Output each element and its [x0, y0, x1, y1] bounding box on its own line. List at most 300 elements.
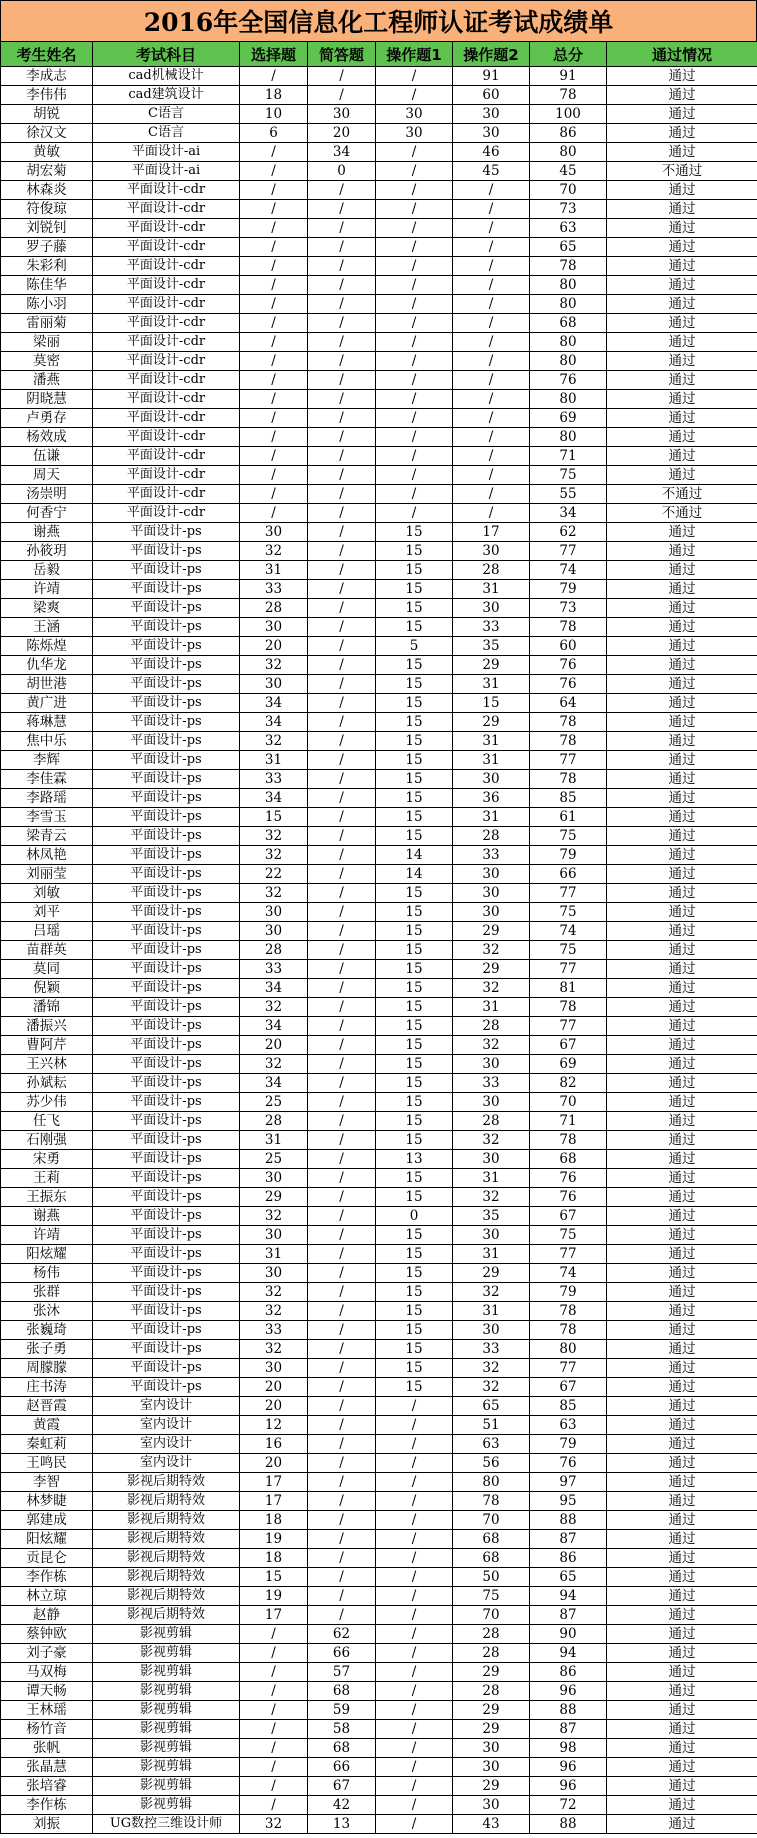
cell-total: 81 [530, 979, 607, 998]
cell-choice: 20 [240, 637, 308, 656]
cell-subject: 影视后期特效 [93, 1549, 240, 1568]
table-row [1, 1606, 757, 1625]
cell-short-answer: / [308, 447, 376, 466]
cell-total: 85 [530, 789, 607, 808]
cell-subject: 平面设计-ps [93, 618, 240, 637]
cell-practical-1: 15 [376, 1188, 453, 1207]
cell-choice: / [240, 257, 308, 276]
table-row [1, 675, 757, 694]
cell-short-answer: / [308, 1169, 376, 1188]
cell-pass-status: 通过 [607, 447, 757, 466]
cell-practical-2: / [453, 276, 530, 295]
cell-name: 林凤艳 [1, 846, 93, 865]
cell-name: 庄书涛 [1, 1378, 93, 1397]
cell-practical-2: 63 [453, 1435, 530, 1454]
cell-short-answer: 66 [308, 1758, 376, 1777]
cell-subject: 影视剪辑 [93, 1720, 240, 1739]
cell-choice: / [240, 67, 308, 86]
cell-pass-status: 通过 [607, 1473, 757, 1492]
cell-short-answer: / [308, 542, 376, 561]
cell-pass-status: 通过 [607, 675, 757, 694]
cell-pass-status: 通过 [607, 523, 757, 542]
cell-choice: 32 [240, 827, 308, 846]
cell-practical-1: / [376, 1568, 453, 1587]
cell-subject: 平面设计-ps [93, 884, 240, 903]
table-row [1, 637, 757, 656]
cell-total: 79 [530, 846, 607, 865]
cell-choice: 34 [240, 979, 308, 998]
table-row [1, 1568, 757, 1587]
cell-name: 阳炫耀 [1, 1530, 93, 1549]
cell-choice: 34 [240, 789, 308, 808]
table-row [1, 1188, 757, 1207]
cell-practical-2: 68 [453, 1530, 530, 1549]
header-practical-1: 操作题1 [376, 42, 453, 67]
cell-name: 阳炫耀 [1, 1245, 93, 1264]
cell-practical-2: 30 [453, 105, 530, 124]
cell-total: 79 [530, 1283, 607, 1302]
table-row [1, 1074, 757, 1093]
cell-name: 孙斌耘 [1, 1074, 93, 1093]
cell-total: 72 [530, 1796, 607, 1815]
cell-name: 刘平 [1, 903, 93, 922]
cell-subject: 平面设计-ps [93, 1131, 240, 1150]
table-row [1, 1112, 757, 1131]
table-row [1, 181, 757, 200]
table-row [1, 86, 757, 105]
cell-short-answer: 67 [308, 1777, 376, 1796]
cell-total: 73 [530, 200, 607, 219]
cell-choice: 30 [240, 618, 308, 637]
cell-pass-status: 通过 [607, 1739, 757, 1758]
cell-pass-status: 通过 [607, 694, 757, 713]
cell-practical-2: 31 [453, 580, 530, 599]
cell-practical-1: 15 [376, 1245, 453, 1264]
cell-practical-1: 15 [376, 903, 453, 922]
table-row [1, 1473, 757, 1492]
cell-name: 梁爽 [1, 599, 93, 618]
cell-pass-status: 通过 [607, 599, 757, 618]
cell-practical-2: 91 [453, 67, 530, 86]
cell-short-answer: / [308, 1093, 376, 1112]
cell-pass-status: 通过 [607, 1283, 757, 1302]
cell-choice: 17 [240, 1473, 308, 1492]
cell-choice: 30 [240, 1226, 308, 1245]
cell-short-answer: / [308, 751, 376, 770]
cell-pass-status: 通过 [607, 846, 757, 865]
cell-practical-1: / [376, 1663, 453, 1682]
cell-pass-status: 通过 [607, 1131, 757, 1150]
cell-practical-2: 32 [453, 1036, 530, 1055]
cell-short-answer: / [308, 86, 376, 105]
cell-choice: 30 [240, 1169, 308, 1188]
table-row [1, 1397, 757, 1416]
cell-total: 97 [530, 1473, 607, 1492]
cell-subject: 平面设计-ps [93, 580, 240, 599]
cell-short-answer: / [308, 694, 376, 713]
cell-total: 78 [530, 86, 607, 105]
cell-pass-status: 通过 [607, 1435, 757, 1454]
cell-subject: 平面设计-ps [93, 1169, 240, 1188]
cell-short-answer: 20 [308, 124, 376, 143]
table-row [1, 1245, 757, 1264]
cell-pass-status: 通过 [607, 352, 757, 371]
cell-short-answer: / [308, 1492, 376, 1511]
cell-choice: 20 [240, 1397, 308, 1416]
cell-subject: 平面设计-ps [93, 1245, 240, 1264]
cell-name: 李智 [1, 1473, 93, 1492]
cell-practical-2: 30 [453, 1055, 530, 1074]
cell-practical-2: 29 [453, 713, 530, 732]
cell-short-answer: / [308, 390, 376, 409]
cell-practical-2: 31 [453, 675, 530, 694]
cell-practical-1: 15 [376, 922, 453, 941]
table-row [1, 846, 757, 865]
cell-name: 徐汉文 [1, 124, 93, 143]
cell-short-answer: / [308, 352, 376, 371]
cell-total: 70 [530, 1093, 607, 1112]
cell-name: 潘振兴 [1, 1017, 93, 1036]
cell-practical-2: 29 [453, 1777, 530, 1796]
cell-pass-status: 通过 [607, 124, 757, 143]
cell-practical-2: 30 [453, 1321, 530, 1340]
table-row [1, 1796, 757, 1815]
table-row [1, 314, 757, 333]
cell-short-answer: / [308, 998, 376, 1017]
cell-choice: / [240, 1739, 308, 1758]
table-row [1, 1416, 757, 1435]
cell-pass-status: 通过 [607, 1378, 757, 1397]
table-row [1, 523, 757, 542]
header-subject: 考试科目 [93, 42, 240, 67]
cell-practical-1: / [376, 504, 453, 523]
cell-short-answer: / [308, 181, 376, 200]
cell-name: 曹阿芹 [1, 1036, 93, 1055]
cell-short-answer: / [308, 257, 376, 276]
cell-total: 78 [530, 732, 607, 751]
cell-short-answer: / [308, 808, 376, 827]
table-row [1, 105, 757, 124]
cell-name: 林森炎 [1, 181, 93, 200]
cell-practical-2: 29 [453, 1701, 530, 1720]
cell-name: 赵静 [1, 1606, 93, 1625]
cell-practical-1: 15 [376, 713, 453, 732]
cell-choice: 31 [240, 1245, 308, 1264]
cell-short-answer: / [308, 67, 376, 86]
cell-pass-status: 通过 [607, 238, 757, 257]
cell-choice: 22 [240, 865, 308, 884]
cell-practical-1: 15 [376, 542, 453, 561]
cell-pass-status: 通过 [607, 219, 757, 238]
cell-practical-2: / [453, 390, 530, 409]
cell-choice: 18 [240, 1549, 308, 1568]
table-row [1, 1530, 757, 1549]
cell-pass-status: 通过 [607, 884, 757, 903]
cell-practical-2: / [453, 181, 530, 200]
cell-subject: C语言 [93, 105, 240, 124]
table-row [1, 865, 757, 884]
cell-subject: 平面设计-cdr [93, 485, 240, 504]
cell-total: 60 [530, 637, 607, 656]
table-row [1, 295, 757, 314]
cell-short-answer: / [308, 1321, 376, 1340]
cell-pass-status: 不通过 [607, 485, 757, 504]
cell-name: 焦中乐 [1, 732, 93, 751]
cell-choice: 32 [240, 1283, 308, 1302]
table-row [1, 390, 757, 409]
cell-pass-status: 通过 [607, 1758, 757, 1777]
cell-subject: 平面设计-ps [93, 770, 240, 789]
cell-name: 莫密 [1, 352, 93, 371]
cell-practical-1: 13 [376, 1150, 453, 1169]
cell-name: 张群 [1, 1283, 93, 1302]
cell-total: 98 [530, 1739, 607, 1758]
cell-total: 75 [530, 827, 607, 846]
cell-subject: C语言 [93, 124, 240, 143]
cell-subject: cad建筑设计 [93, 86, 240, 105]
cell-choice: / [240, 1663, 308, 1682]
cell-practical-2: 60 [453, 86, 530, 105]
cell-short-answer: / [308, 656, 376, 675]
cell-subject: 平面设计-ps [93, 1359, 240, 1378]
cell-name: 雷丽菊 [1, 314, 93, 333]
cell-subject: 平面设计-cdr [93, 447, 240, 466]
table-row [1, 1207, 757, 1226]
cell-subject: 平面设计-ps [93, 732, 240, 751]
table-row [1, 1739, 757, 1758]
cell-name: 陈佳华 [1, 276, 93, 295]
cell-short-answer: 30 [308, 105, 376, 124]
cell-subject: 平面设计-cdr [93, 314, 240, 333]
cell-total: 78 [530, 1131, 607, 1150]
cell-subject: cad机械设计 [93, 67, 240, 86]
cell-pass-status: 通过 [607, 276, 757, 295]
cell-practical-1: / [376, 86, 453, 105]
cell-subject: 平面设计-cdr [93, 181, 240, 200]
cell-practical-2: 30 [453, 1226, 530, 1245]
cell-total: 74 [530, 922, 607, 941]
table-row [1, 428, 757, 447]
cell-practical-2: / [453, 466, 530, 485]
cell-pass-status: 通过 [607, 1454, 757, 1473]
cell-total: 77 [530, 884, 607, 903]
table-row [1, 238, 757, 257]
cell-choice: / [240, 1644, 308, 1663]
cell-practical-1: 15 [376, 1321, 453, 1340]
cell-name: 苗群英 [1, 941, 93, 960]
cell-short-answer: / [308, 1074, 376, 1093]
cell-name: 梁青云 [1, 827, 93, 846]
cell-practical-2: / [453, 295, 530, 314]
cell-subject: 室内设计 [93, 1435, 240, 1454]
cell-name: 潘锦 [1, 998, 93, 1017]
cell-subject: 影视后期特效 [93, 1511, 240, 1530]
table-row [1, 409, 757, 428]
cell-name: 汤崇明 [1, 485, 93, 504]
cell-practical-1: / [376, 1644, 453, 1663]
cell-short-answer: / [308, 1416, 376, 1435]
cell-pass-status: 通过 [607, 1055, 757, 1074]
cell-name: 赵晋霞 [1, 1397, 93, 1416]
cell-practical-1: 30 [376, 124, 453, 143]
cell-short-answer: / [308, 960, 376, 979]
table-row [1, 1492, 757, 1511]
cell-total: 77 [530, 751, 607, 770]
cell-pass-status: 通过 [607, 143, 757, 162]
table-row [1, 447, 757, 466]
cell-choice: / [240, 485, 308, 504]
table-row [1, 219, 757, 238]
cell-practical-2: 17 [453, 523, 530, 542]
cell-pass-status: 通过 [607, 1701, 757, 1720]
cell-short-answer: / [308, 1568, 376, 1587]
cell-choice: 33 [240, 1321, 308, 1340]
cell-name: 黄广进 [1, 694, 93, 713]
cell-practical-2: 32 [453, 1378, 530, 1397]
header-total: 总分 [530, 42, 607, 67]
cell-short-answer: / [308, 1302, 376, 1321]
table-row [1, 770, 757, 789]
cell-practical-2: 35 [453, 1207, 530, 1226]
cell-name: 李作栋 [1, 1568, 93, 1587]
cell-subject: 平面设计-cdr [93, 466, 240, 485]
cell-short-answer: / [308, 580, 376, 599]
cell-name: 王鸣民 [1, 1454, 93, 1473]
cell-choice: / [240, 333, 308, 352]
cell-choice: 31 [240, 561, 308, 580]
cell-total: 61 [530, 808, 607, 827]
cell-name: 李佳霖 [1, 770, 93, 789]
cell-practical-1: / [376, 1796, 453, 1815]
table-row [1, 751, 757, 770]
cell-choice: 30 [240, 903, 308, 922]
cell-practical-2: 68 [453, 1549, 530, 1568]
table-row [1, 884, 757, 903]
cell-practical-1: / [376, 333, 453, 352]
cell-short-answer: / [308, 1188, 376, 1207]
cell-choice: / [240, 162, 308, 181]
cell-name: 何香宁 [1, 504, 93, 523]
cell-practical-2: 31 [453, 808, 530, 827]
cell-total: 67 [530, 1378, 607, 1397]
cell-name: 王林瑶 [1, 1701, 93, 1720]
cell-total: 77 [530, 1245, 607, 1264]
cell-name: 李雪玉 [1, 808, 93, 827]
cell-pass-status: 通过 [607, 1492, 757, 1511]
cell-choice: 28 [240, 1112, 308, 1131]
table-row [1, 276, 757, 295]
cell-total: 65 [530, 238, 607, 257]
cell-choice: 18 [240, 86, 308, 105]
cell-practical-2: / [453, 447, 530, 466]
cell-practical-1: 15 [376, 979, 453, 998]
cell-practical-1: 15 [376, 732, 453, 751]
cell-practical-1: / [376, 276, 453, 295]
cell-choice: 19 [240, 1587, 308, 1606]
cell-subject: 平面设计-cdr [93, 276, 240, 295]
cell-total: 75 [530, 941, 607, 960]
cell-subject: 平面设计-ps [93, 599, 240, 618]
cell-practical-1: 15 [376, 1302, 453, 1321]
cell-short-answer: 34 [308, 143, 376, 162]
cell-choice: 29 [240, 1188, 308, 1207]
cell-short-answer: 58 [308, 1720, 376, 1739]
cell-pass-status: 通过 [607, 428, 757, 447]
table-row [1, 808, 757, 827]
cell-practical-1: / [376, 1682, 453, 1701]
cell-practical-2: / [453, 238, 530, 257]
cell-choice: 31 [240, 751, 308, 770]
cell-choice: 31 [240, 1131, 308, 1150]
cell-total: 69 [530, 409, 607, 428]
cell-total: 96 [530, 1777, 607, 1796]
cell-name: 倪颖 [1, 979, 93, 998]
cell-subject: 影视剪辑 [93, 1739, 240, 1758]
table-row [1, 1055, 757, 1074]
cell-subject: 平面设计-ps [93, 789, 240, 808]
cell-short-answer: / [308, 333, 376, 352]
cell-practical-2: 31 [453, 1245, 530, 1264]
cell-name: 周天 [1, 466, 93, 485]
table-row [1, 1644, 757, 1663]
cell-name: 谢燕 [1, 1207, 93, 1226]
cell-short-answer: / [308, 789, 376, 808]
table-row [1, 1321, 757, 1340]
cell-choice: 33 [240, 580, 308, 599]
cell-practical-2: 32 [453, 979, 530, 998]
table-row [1, 1302, 757, 1321]
cell-practical-2: 46 [453, 143, 530, 162]
cell-name: 莫同 [1, 960, 93, 979]
cell-short-answer: / [308, 1549, 376, 1568]
cell-name: 罗子藤 [1, 238, 93, 257]
table-row [1, 1359, 757, 1378]
cell-practical-1: / [376, 238, 453, 257]
cell-choice: 25 [240, 1093, 308, 1112]
cell-short-answer: / [308, 884, 376, 903]
cell-choice: 15 [240, 808, 308, 827]
cell-total: 64 [530, 694, 607, 713]
cell-subject: 平面设计-cdr [93, 200, 240, 219]
cell-name: 石刚强 [1, 1131, 93, 1150]
cell-short-answer: / [308, 1511, 376, 1530]
cell-choice: / [240, 238, 308, 257]
cell-practical-1: 15 [376, 1359, 453, 1378]
header-choice: 选择题 [240, 42, 308, 67]
cell-practical-2: 28 [453, 561, 530, 580]
cell-practical-2: 32 [453, 1188, 530, 1207]
table-row [1, 599, 757, 618]
cell-total: 74 [530, 1264, 607, 1283]
cell-practical-1: / [376, 1739, 453, 1758]
cell-name: 谢燕 [1, 523, 93, 542]
cell-practical-2: 30 [453, 903, 530, 922]
cell-subject: 平面设计-cdr [93, 504, 240, 523]
cell-pass-status: 通过 [607, 1150, 757, 1169]
cell-subject: 平面设计-cdr [93, 238, 240, 257]
table-row [1, 200, 757, 219]
cell-practical-1: / [376, 390, 453, 409]
cell-name: 杨竹音 [1, 1720, 93, 1739]
cell-pass-status: 通过 [607, 1036, 757, 1055]
cell-total: 67 [530, 1207, 607, 1226]
cell-subject: 平面设计-cdr [93, 428, 240, 447]
cell-name: 谭天畅 [1, 1682, 93, 1701]
table-row [1, 162, 757, 181]
cell-practical-2: 32 [453, 1131, 530, 1150]
cell-subject: 平面设计-ps [93, 865, 240, 884]
cell-choice: 19 [240, 1530, 308, 1549]
